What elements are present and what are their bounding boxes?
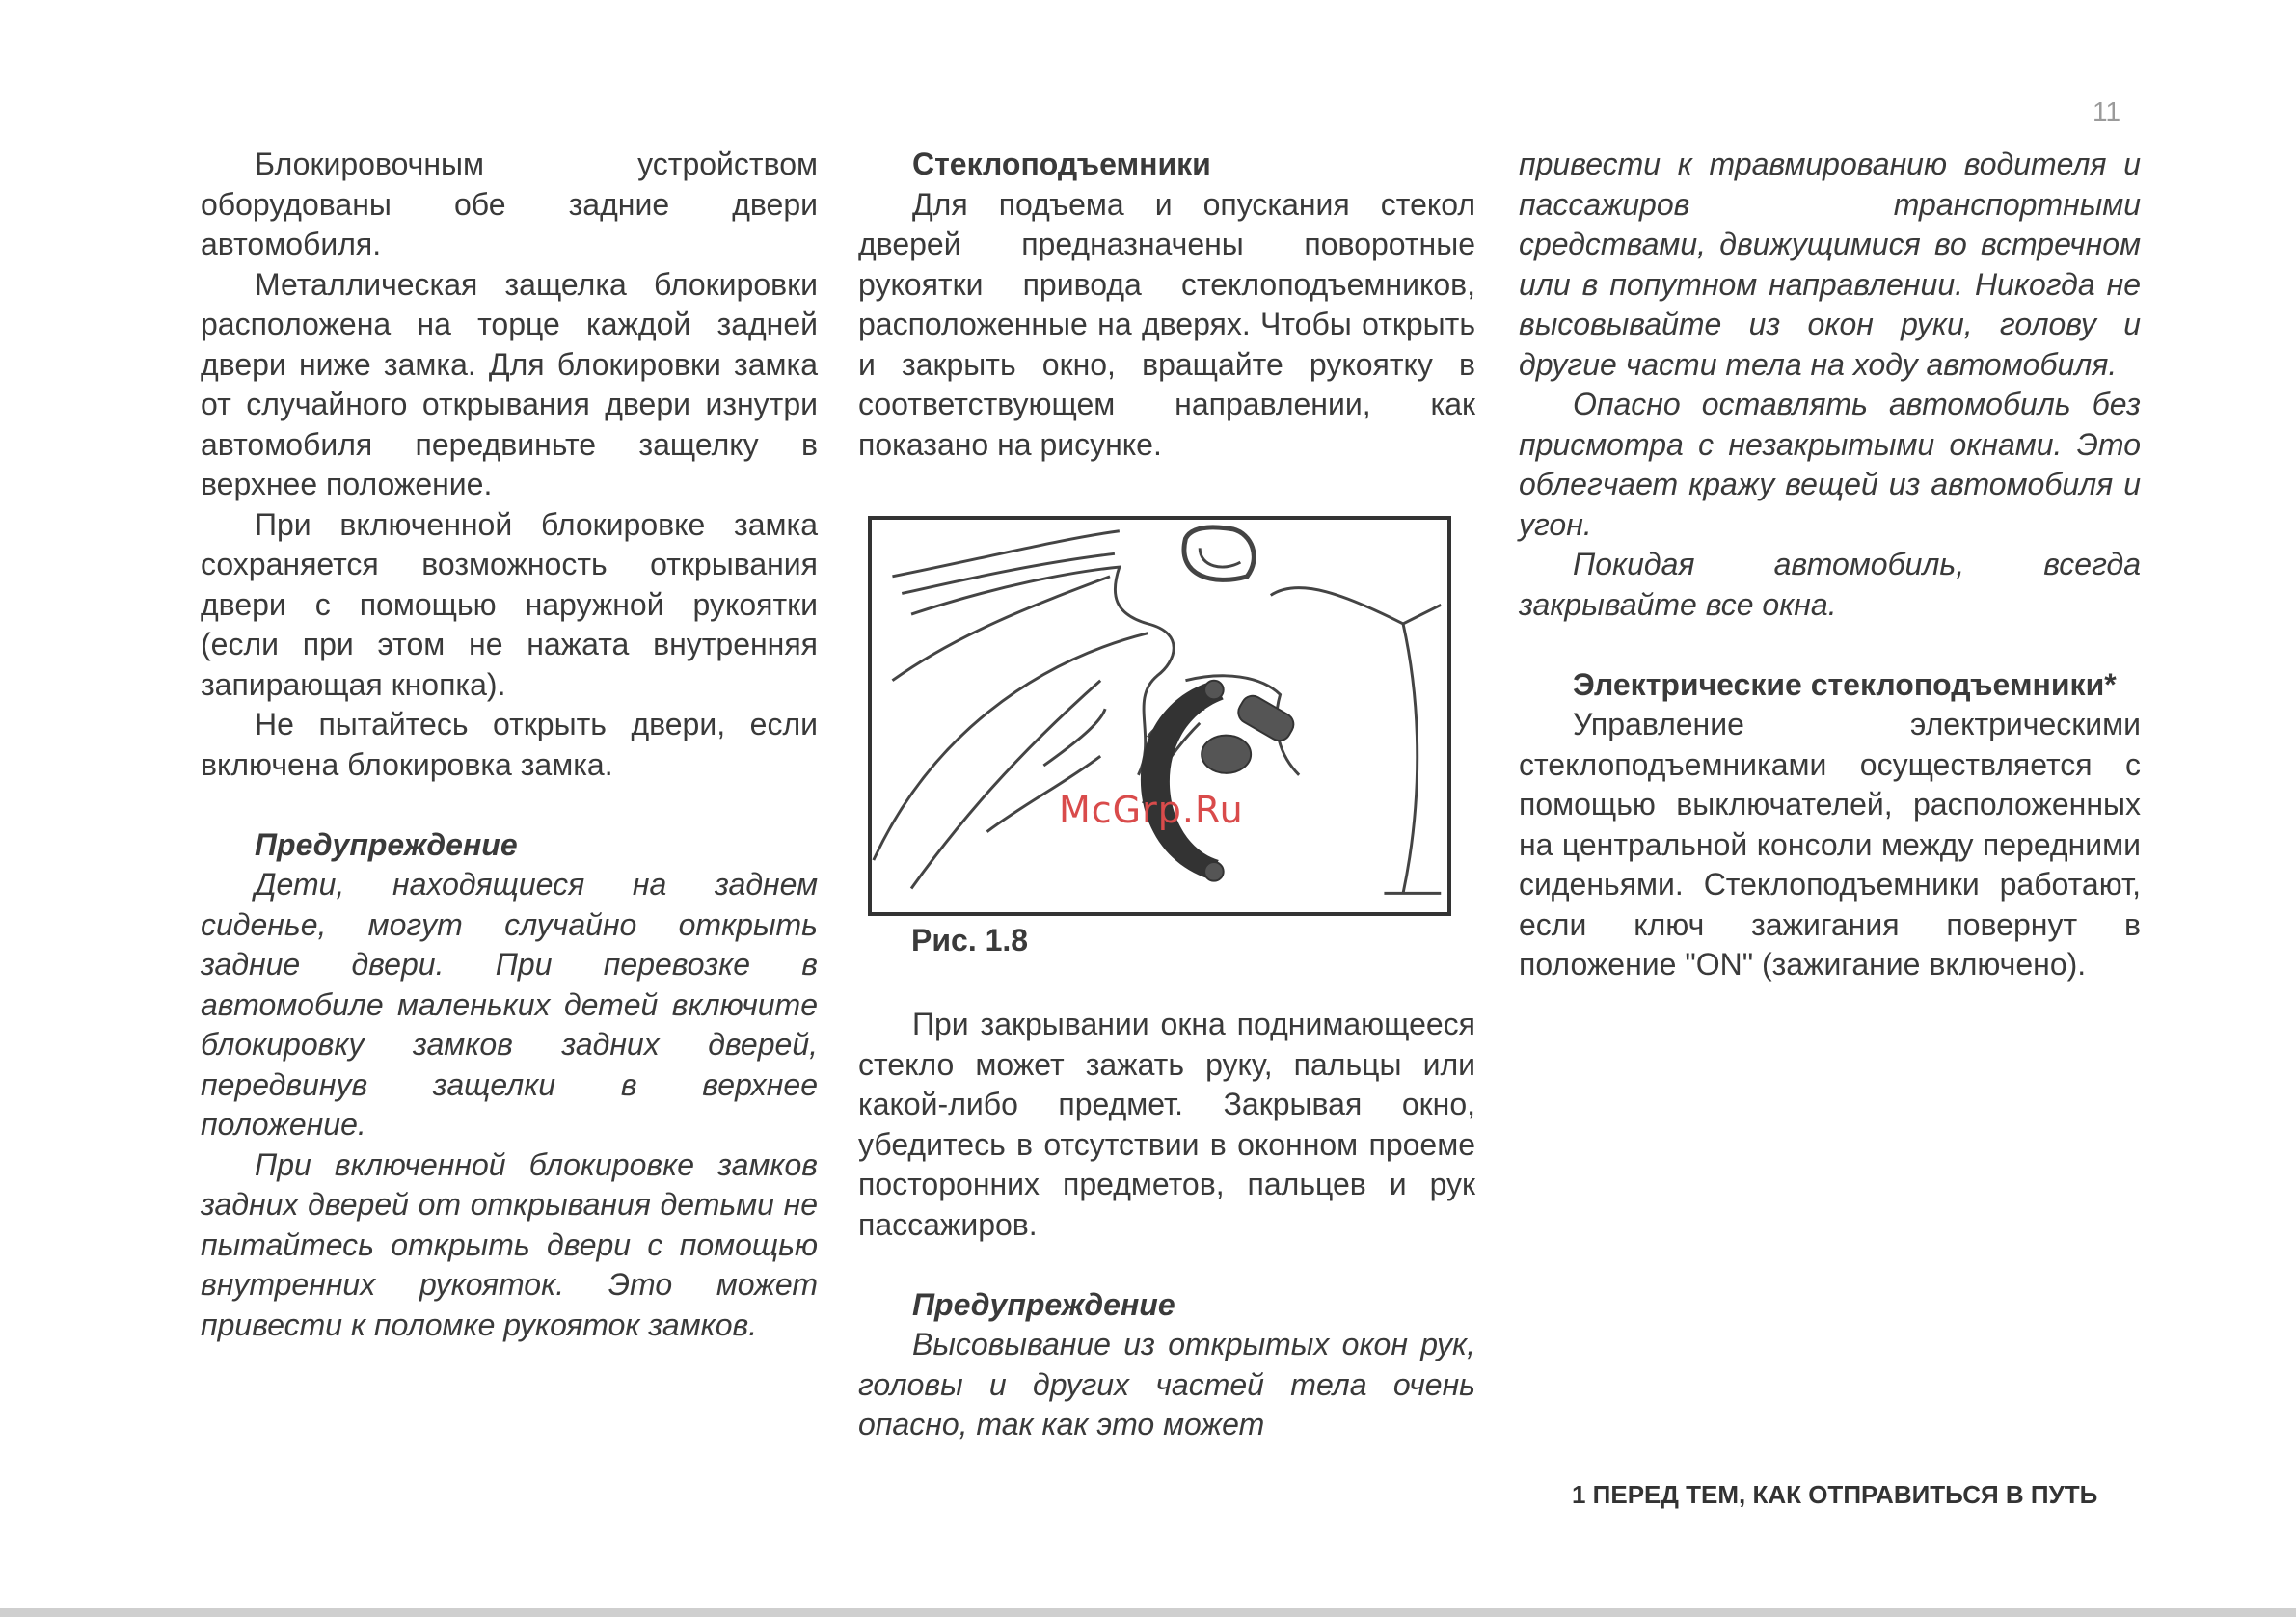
- section-heading: Стеклоподъемники: [912, 147, 1211, 181]
- column-3: [1519, 145, 2141, 985]
- warning-paragraph: Опасно оставлять автомобиль без присмотра с незакрытыми окнами. Это облегчает кражу вещей из автомобиля и угон.: [1519, 387, 2141, 542]
- warning-paragraph: Покидая автомобиль, всегда закрывайте все окна.: [1519, 547, 2141, 622]
- door-illustration: [872, 520, 1447, 912]
- page-number: 11: [2093, 96, 2121, 126]
- warning-paragraph: При включенной блокировке замков задних дверей от открывания детьми не пытайтесь открыть двери с помощью внутренних рукояток. Это может привести к поломке рукояток замков.: [201, 1146, 818, 1342]
- watermark: McGrp.Ru: [1059, 789, 1244, 831]
- warning-heading: Предупреждение: [255, 826, 518, 862]
- paragraph: При закрывании окна поднимающееся стекло может зажать руку, пальцы или какой-либо предмет. Закрывая окно, убедитесь в отсутствии в оконном проеме посторонних предметов, пальцев и рук пассажиров.: [858, 1007, 1475, 1242]
- figure-caption: Рис. 1.8: [911, 923, 1029, 957]
- warning-heading: Предупреждение: [912, 1286, 1175, 1322]
- warning-paragraph: Дети, находящиеся на заднем сиденье, могут случайно открыть задние двери. При перевозке в автомобиле маленьких детей включите блокировку замков задних дверей, передвинув защелки в верхнее положение.: [201, 867, 818, 1142]
- warning-paragraph: Высовывание из открытых окон рук, головы и других частей тела очень опасно, так как это может: [858, 1327, 1475, 1442]
- bottom-border: [0, 1608, 2296, 1617]
- paragraph: Для подъема и опускания стекол дверей предназначены поворотные рукоятки привода стеклоподъемников, расположенные на дверях. Чтобы открыть и закрыть окно, вращайте рукоятку в соответствующем направлении, как показано на рисунке.: [858, 186, 1475, 462]
- column-1: [201, 145, 818, 1345]
- paragraph: Металлическая защелка блокировки расположена на торце каждой задней двери ниже замка. Для блокировки замка от случайного открывания двери изнутри автомобиля передвиньте защелку в верхнее положение.: [201, 266, 818, 501]
- chapter-footer: 1 ПЕРЕД ТЕМ, КАК ОТПРАВИТЬСЯ В ПУТЬ: [1572, 1480, 2098, 1509]
- section-heading: Электрические стеклоподъемники*: [1573, 666, 2117, 702]
- window-crank-figure: [868, 516, 1451, 916]
- paragraph: Управление электрическими стеклоподъемниками осуществляется с помощью выключателей, расположенных на центральной консоли между передними сиденьями. Стеклоподъемники работают, если ключ зажигания повернут в положение "ON" (зажигание включено).: [1519, 707, 2141, 982]
- paragraph: Блокировочным устройством оборудованы обе задние двери автомобиля.: [201, 147, 818, 261]
- paragraph: При включенной блокировке замка сохраняется возможность открывания двери с помощью наружной рукоятки (если при этом не нажата внутренняя запирающая кнопка).: [201, 506, 818, 702]
- paragraph: Не пытайтесь открыть двери, если включена блокировка замка.: [201, 707, 818, 782]
- warning-paragraph: привести к травмированию водителя и пассажиров транспортными средствами, движущимися во встречном или в попутном направлении. Никогда не высовывайте из окон руки, голову и другие части тела на ходу автомобиля.: [1519, 147, 2141, 382]
